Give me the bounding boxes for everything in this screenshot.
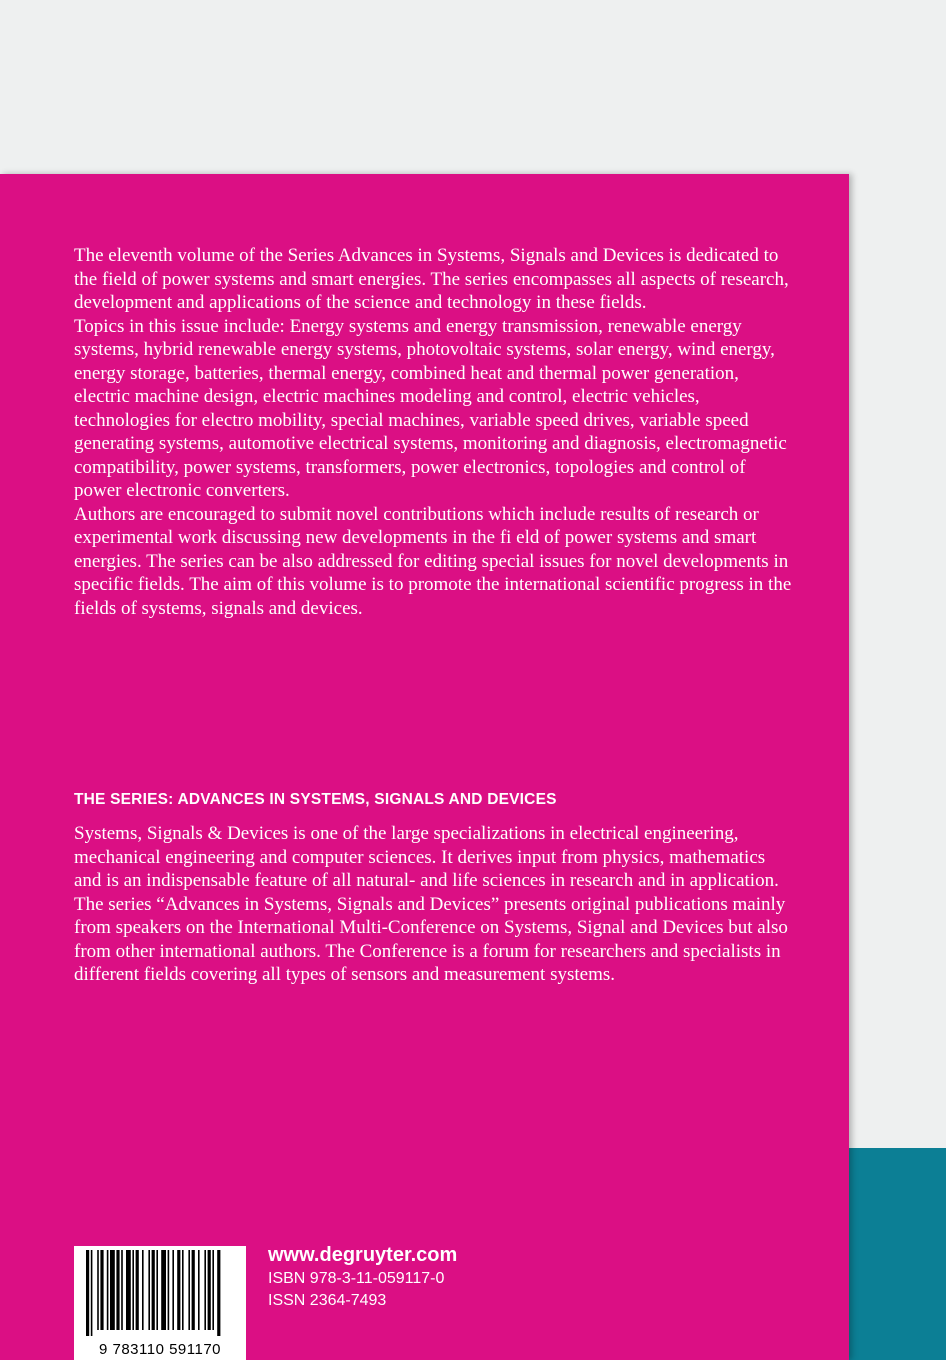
barcode-bar xyxy=(136,1250,139,1330)
blurb-paragraph-1: The eleventh volume of the Series Advances in Systems, Signals and Devices is dedicated to the field of power systems and smart energies. The series encompasses all aspects of research, development and applications of the science and technology in these fields. xyxy=(74,245,789,313)
barcode-bar xyxy=(212,1250,214,1330)
barcode-bar xyxy=(142,1250,144,1330)
barcode-digits: 9 783110 591170 xyxy=(98,1341,222,1358)
barcode-bar xyxy=(126,1250,131,1330)
barcode xyxy=(74,1246,246,1360)
barcode-bar xyxy=(121,1250,123,1330)
barcode-bar xyxy=(97,1250,99,1330)
barcode-bar xyxy=(116,1250,119,1330)
back-cover xyxy=(0,174,849,1360)
isbn: ISBN 978-3-11-059117-0 xyxy=(268,1270,445,1287)
barcode-bar xyxy=(161,1250,166,1330)
blurb-paragraph-3: Authors are encouraged to submit novel contributions which include results of research or experimental work discussing new developments in the fi eld of power systems and smart energies. The series can be also addressed for editing special issues for novel developments in specific fields. The aim of this volume is to promote the international scientific progress in the fields of systems, signals and devices. xyxy=(74,503,792,619)
barcode-bar xyxy=(192,1250,195,1330)
teal-accent-block xyxy=(849,1148,946,1360)
barcode-bar xyxy=(100,1250,103,1330)
barcode-bar xyxy=(208,1250,211,1330)
barcode-bar xyxy=(86,1250,89,1336)
barcode-bar xyxy=(168,1250,170,1330)
barcode-bar xyxy=(156,1250,158,1330)
barcode-bar xyxy=(110,1250,115,1330)
publisher-info xyxy=(268,1242,457,1312)
barcode-bar xyxy=(91,1250,93,1336)
barcode-bar xyxy=(188,1250,190,1330)
barcode-bar xyxy=(177,1250,180,1330)
barcode-bar xyxy=(198,1250,200,1330)
barcode-bar xyxy=(182,1250,184,1330)
barcode-bars xyxy=(74,1246,246,1342)
barcode-bar xyxy=(217,1250,220,1336)
series-description: Systems, Signals & Devices is one of the large specializations in electrical engineering, mechanical engineering and computer sciences. It derives input from physics, mathematics and is an indispensable feature of all natural- and life sciences in research and in application. The series “Advances in Systems, Signals and Devices” presents original publications mainly from speakers on the International Multi-Conference on Systems, Signal and Devices but also from other international authors. The Conference is a forum for researchers and specialists in different fields covering all types of sensors and measurement systems. xyxy=(74,823,788,985)
barcode-bar xyxy=(204,1250,206,1330)
barcode-bar xyxy=(172,1250,174,1330)
barcode-bar xyxy=(107,1250,109,1330)
blurb-paragraph-2: Topics in this issue include: Energy systems and energy transmission, renewable energy systems, hybrid renewable energy systems, photovoltaic systems, solar energy, wind energy, energy storage, batteries, thermal energy, combined heat and thermal power generation, electric machine design, electric machines modeling and control, electric vehicles, technologies for electro mobility, special machines, variable speed drives, variable speed generating systems, automotive electrical systems, monitoring and diagnosis, electromagnetic compatibility, power systems, transformers, power electronics, topologies and control of power electronic converters. xyxy=(74,315,787,501)
barcode-bar xyxy=(132,1250,134,1330)
issn: ISSN 2364-7493 xyxy=(268,1292,387,1309)
barcode-bar xyxy=(152,1250,155,1330)
publisher-url[interactable]: www.degruyter.com xyxy=(268,1244,458,1266)
blurb xyxy=(74,244,794,620)
barcode-bar xyxy=(148,1250,150,1330)
series-heading: THE SERIES: ADVANCES IN SYSTEMS, SIGNALS AND DEVICES xyxy=(74,791,557,808)
